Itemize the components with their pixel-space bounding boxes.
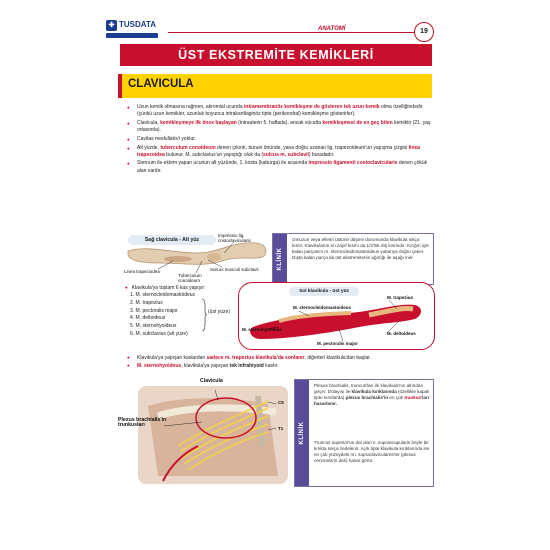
chapter-title: ÜST EKSTREMİTE KEMİKLERİ: [178, 48, 374, 62]
plexus-figure: [118, 376, 294, 486]
clavicle-muscle-illustration: [239, 283, 434, 349]
bullet-item: [125, 104, 431, 118]
clinic-tab: KLİNİK: [273, 234, 287, 284]
muscle-item: 2. M. trapezius: [130, 299, 163, 306]
clinic-tab-2: KLİNİK: [295, 380, 309, 486]
text-run: kemiktir (21. yaş ortasında).: [137, 119, 431, 134]
text-run: denen çökük alan vardır.: [137, 160, 428, 174]
subtitle: CLAVICULA: [128, 78, 194, 90]
muscle-item: 1. M. sternocleidomastoideus: [130, 292, 196, 298]
figure2-label: Sol klavikula - üst yüz: [289, 287, 359, 296]
clinic-text: Omuzun veya ellerin üstüne düşme durumunda klavikula sıkça kırılır. Klavikulanın en zayıf kısmı da 1/3'lük dış kısmıdır. Kırığın içte kalan parçasını m. sternocleidomastoideus yukarıya doğru çeker. Dışta kalan parça da üst ekstremitenin ağırlığı ile aşağı iner.: [292, 237, 429, 261]
label-impressio: Impressio lig. costoclavicularis: [218, 233, 251, 243]
text-run: klavikula kırıklarında: [351, 389, 397, 395]
clavicula-superior-figure: [238, 282, 435, 350]
section-label: ANATOMİ: [318, 26, 346, 32]
muscle-item: 3. M. pectoralis major: [130, 307, 178, 314]
text-run: trunkus: [404, 395, 422, 401]
shoulder-plexus-illustration: [118, 376, 294, 486]
brace-label: (üst yüze): [208, 309, 230, 315]
label-clavicula: Clavicula: [200, 378, 223, 384]
page-number: 19: [414, 22, 434, 42]
header-divider: [168, 32, 414, 33]
muscle-item: 4. M. deltoideus: [130, 315, 166, 322]
text-run: kemikleşmeye ilk önce başlayan: [160, 119, 237, 126]
text-run: intramembranöz kemikleşme de gösteren tek uzun kemik: [244, 104, 380, 110]
muscle-intro: ● Klavikula'ya toplam 6 kas yapışır:: [125, 285, 205, 291]
label-linea-trapezoidea: Linea trapezoidea: [124, 269, 160, 274]
text-run: impressio ligamenti costoclavicularis: [308, 160, 398, 167]
label-tuberculum: Tuberculum conoideum: [178, 273, 202, 283]
label-t1: T1: [278, 426, 284, 431]
text-run: plexus brachialis'in: [345, 395, 389, 401]
text-run: (intrauterin 5. haftada), ancak vücutta: [236, 119, 323, 126]
text-run: ) buradadır.: [308, 151, 335, 158]
logo-mark-icon: ✚: [106, 20, 117, 31]
clavicula-inferior-figure: [118, 229, 274, 285]
bullet-item: [125, 362, 435, 370]
text-run: tek infrahiyoid: [229, 363, 264, 369]
bullet-item: [125, 354, 435, 362]
logo-text: TUSDATA: [119, 20, 157, 29]
text-run: linea trapezoidea: [137, 144, 421, 158]
text-run: 'ları hasarlanır.: [314, 395, 430, 407]
bullet-item: [125, 120, 431, 134]
text-run: sulcus m. subclavii: [263, 151, 309, 158]
text-run: , diğerleri klavikula'dan başlar.: [304, 355, 372, 361]
muscle-list: [130, 292, 195, 339]
label-sternohyoideus: M. sternohyoideus: [242, 327, 282, 332]
text-run: Sternum ile eklem yapan ucunun alt yüzünde, 1. kosta (kaburga) ile arasında: [137, 160, 309, 167]
muscle-item: 5. M. sternohyoideus: [130, 323, 177, 330]
text-run: Klavikula'ya yapışan kaslardan: [137, 355, 207, 361]
text-run: Plexus brachialis, truncus'ları ile klavikula'nın altından geçer. Dolayısı ile: [314, 383, 423, 395]
clinic-box-plexus: [294, 379, 434, 487]
brace-icon: [201, 298, 207, 332]
clinic2-paragraph-2: Truncus superior'un dal olan n. suprascapularis böyle bir kırıkta sıkça zedelenir. Açık tipte klavikula kırıklarında ise en çok yüzeydeki nn. supraclaviculares'ler (plexus cervicalis'in dalı) hasar görür.: [314, 440, 430, 464]
text-run: , klavikula'ya yapışan: [181, 363, 230, 369]
text-run: Uzun kemik olmasına rağmen, akromial ucunda: [137, 104, 244, 110]
figure1-label: Sağ clavicula - Alt yüz: [128, 235, 216, 245]
label-pectoralis: M. pectoralis major: [317, 341, 359, 346]
text-run: sadece m. trapezius klavikula'da sonlanır: [206, 355, 305, 361]
clinic-box-fracture: [272, 233, 434, 285]
text-run: olma özelliğindedir (çünkü uzun kemikler, uzunluk boyunca intrakartilaginöz tipte (perikondral) kemikleşme gösterirler).: [137, 104, 423, 118]
subtitle-bar: [118, 74, 432, 98]
text-run: kastır.: [263, 363, 279, 369]
text-run: kemikleşmesi de en geç biten: [322, 119, 393, 126]
text-run: bulunur. M. subclavius'un yapıştığı oluk da (: [164, 151, 264, 158]
bullet-item: [125, 136, 431, 143]
bullet-item: [125, 145, 431, 159]
text-run: denen çıkıntı, bunun önünde, yana doğru uzanan lig. trapezoideum'un yapışma çizgisi: [215, 144, 409, 151]
text-run: (özellikle kapalı tipte kırıklarda): [314, 389, 430, 401]
text-run: Clavicula,: [137, 119, 161, 126]
text-run: en çok: [388, 395, 405, 401]
text-run: M. sternohyoideus: [137, 363, 182, 369]
label-scm: M. sternocleidomastoideus: [293, 305, 352, 310]
label-sulcus: Sulcus musculi subclavii: [210, 267, 259, 272]
text-run: Cavitas medullaris'i yoktur.: [137, 135, 197, 142]
chapter-title-bar: [120, 44, 432, 66]
label-deltoideus: M. deltoideus: [387, 331, 416, 336]
label-trapezius: M. trapezius: [387, 295, 414, 300]
text-run: tuberculum conoideum: [160, 144, 216, 151]
intro-bullet-list: [125, 104, 431, 176]
label-c5: C5: [278, 400, 284, 405]
bullet-item: [125, 160, 431, 174]
text-run: Alt yüzde,: [137, 144, 161, 151]
logo-underline: [106, 33, 158, 38]
muscle-item: 6. M. subclavius (alt yüze): [130, 330, 188, 337]
attachment-bullet-list: [125, 354, 435, 370]
publisher-logo: [106, 20, 158, 42]
clinic2-paragraph-1: [314, 383, 430, 407]
label-plexus: Plexus brachialis'in trunkusları: [118, 417, 167, 428]
